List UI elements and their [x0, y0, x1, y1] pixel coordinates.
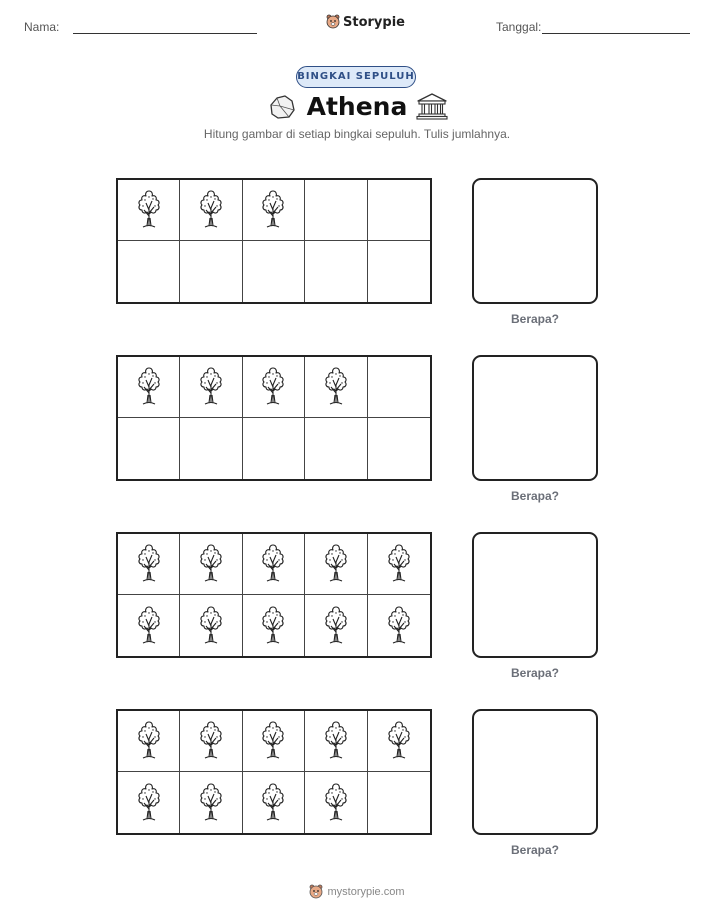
frame-cell	[118, 418, 180, 479]
frame-cell	[243, 711, 305, 772]
answer-box-1[interactable]	[472, 178, 598, 304]
frame-cell	[243, 180, 305, 241]
answer-box-4[interactable]	[472, 709, 598, 835]
frame-cell	[118, 241, 180, 302]
brand-name: Storypie	[343, 14, 405, 30]
olive-tree-icon	[134, 365, 164, 409]
frame-cell	[368, 418, 430, 479]
frame-cell	[118, 711, 180, 772]
frame-cell	[368, 357, 430, 418]
frame-cell	[305, 711, 367, 772]
frame-cell	[118, 180, 180, 241]
topic-badge: BINGKAI SEPULUH	[296, 66, 416, 88]
answer-label-4: Berapa?	[510, 843, 560, 857]
name-line	[73, 33, 257, 34]
olive-tree-icon	[321, 719, 351, 763]
frame-cell	[305, 241, 367, 302]
olive-tree-icon	[196, 781, 226, 825]
olive-tree-icon	[134, 542, 164, 586]
ten-frame-3	[116, 532, 432, 658]
greek-temple-icon	[416, 92, 448, 120]
frame-cell	[180, 241, 242, 302]
ten-frame-1	[116, 178, 432, 304]
worksheet-header	[0, 14, 714, 38]
frame-cell	[243, 241, 305, 302]
answer-label-2: Berapa?	[510, 489, 560, 503]
frame-cell	[305, 180, 367, 241]
bear-mascot-icon	[309, 884, 323, 900]
olive-tree-icon	[134, 604, 164, 648]
frame-cell	[305, 418, 367, 479]
bear-mascot-icon	[326, 14, 340, 30]
olive-tree-icon	[258, 188, 288, 232]
frame-cell	[368, 595, 430, 656]
olive-tree-icon	[258, 542, 288, 586]
frame-cell	[180, 534, 242, 595]
olive-tree-icon	[321, 604, 351, 648]
frame-cell	[243, 595, 305, 656]
olive-tree-icon	[384, 604, 414, 648]
frame-cell	[368, 180, 430, 241]
frame-cell	[243, 418, 305, 479]
frame-cell	[118, 534, 180, 595]
olive-tree-icon	[196, 604, 226, 648]
olive-tree-icon	[321, 781, 351, 825]
page-title: Athena	[306, 92, 408, 121]
brand-logo	[326, 14, 405, 30]
ten-frame-2	[116, 355, 432, 481]
frame-cell	[305, 772, 367, 833]
instructions: Hitung gambar di setiap bingkai sepuluh. Tulis jumlahnya.	[203, 127, 511, 141]
frame-cell	[368, 711, 430, 772]
olive-tree-icon	[134, 719, 164, 763]
frame-cell	[305, 595, 367, 656]
olive-tree-icon	[384, 542, 414, 586]
footer-url: mystorypie.com	[327, 886, 405, 898]
olive-tree-icon	[384, 719, 414, 763]
footer	[0, 884, 714, 900]
olive-tree-icon	[321, 365, 351, 409]
frame-cell	[118, 772, 180, 833]
frame-cell	[368, 241, 430, 302]
answer-box-3[interactable]	[472, 532, 598, 658]
frame-cell	[368, 772, 430, 833]
frame-cell	[180, 711, 242, 772]
frame-cell	[118, 595, 180, 656]
olive-tree-icon	[196, 542, 226, 586]
olive-tree-icon	[196, 188, 226, 232]
olive-tree-icon	[258, 604, 288, 648]
olive-tree-icon	[134, 188, 164, 232]
ten-frame-4	[116, 709, 432, 835]
frame-cell	[243, 772, 305, 833]
answer-box-2[interactable]	[472, 355, 598, 481]
frame-cell	[180, 357, 242, 418]
answer-label-1: Berapa?	[510, 312, 560, 326]
olive-tree-icon	[134, 781, 164, 825]
frame-cell	[243, 534, 305, 595]
frame-cell	[180, 772, 242, 833]
frame-cell	[305, 534, 367, 595]
olive-tree-icon	[196, 719, 226, 763]
date-label: Tanggal:	[496, 20, 542, 34]
date-line	[542, 33, 690, 34]
frame-cell	[118, 357, 180, 418]
olive-tree-icon	[196, 365, 226, 409]
answer-label-3: Berapa?	[510, 666, 560, 680]
frame-cell	[305, 357, 367, 418]
olive-tree-icon	[258, 719, 288, 763]
frame-cell	[368, 534, 430, 595]
olive-tree-icon	[258, 781, 288, 825]
frame-cell	[243, 357, 305, 418]
frame-cell	[180, 595, 242, 656]
name-label: Nama:	[24, 20, 60, 34]
olive-tree-icon	[321, 542, 351, 586]
frame-cell	[180, 180, 242, 241]
frame-cell	[180, 418, 242, 479]
olive-tree-icon	[258, 365, 288, 409]
